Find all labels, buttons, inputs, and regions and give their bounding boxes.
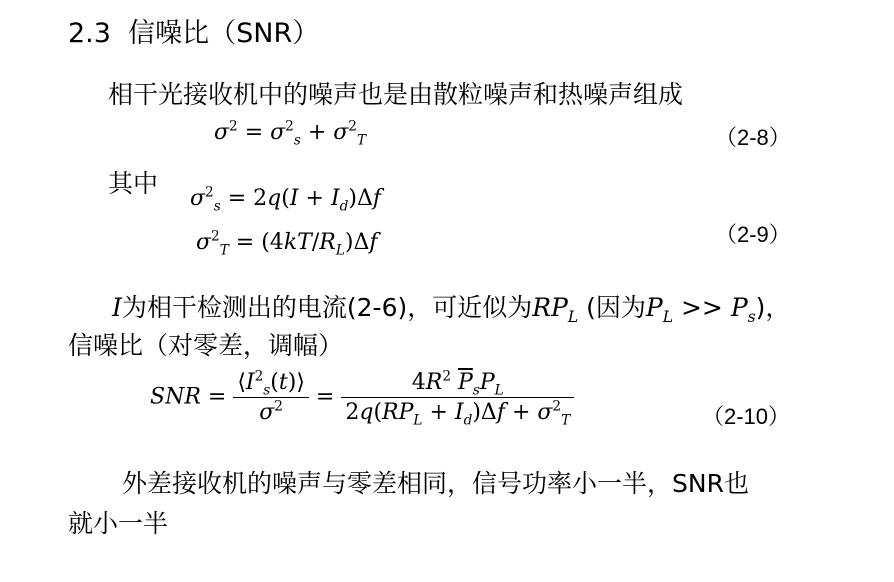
fraction-snr-expanded: $\frac{4R^2 \overline{P}_sP_L}{2q(RP_L + I_d)\Delta f + \sigma^2_T}$ xyxy=(341,370,574,425)
fraction-signal-over-noise: $\frac{⟨I^2_s(t)⟩}{\sigma^2}$ xyxy=(233,370,309,425)
symbol-I: I xyxy=(112,293,122,322)
text-because: (因为 xyxy=(578,293,646,322)
equation-2-9-number: （2-9） xyxy=(715,222,791,247)
section-title: 信噪比（SNR） xyxy=(128,18,320,49)
paragraph-snr-homodyne: 信噪比（对零差，调幅） xyxy=(68,331,344,360)
symbol-PL-gg-Ps: $P_L >> P_s$ xyxy=(645,293,756,326)
section-heading xyxy=(68,14,319,54)
paragraph-noise-components: 相干光接收机中的噪声也是由散粒噪声和热噪声组成 xyxy=(108,80,684,109)
text-close: )， xyxy=(755,293,791,322)
paragraph-heterodyne-line1: 外差接收机的噪声与零差相同，信号功率小一半，SNR也 xyxy=(122,469,749,498)
equation-2-10-number: （2-10） xyxy=(702,404,791,429)
symbol-RPL: $RP_L$ xyxy=(532,293,579,326)
equation-2-8-number: （2-8） xyxy=(715,125,791,150)
equation-2-9-thermal-noise: $\sigma^2_T = (4kT/R_L)\Delta f$ xyxy=(196,228,378,259)
paragraph-current-approx xyxy=(112,290,790,326)
equation-2-8: $\sigma^2 = \sigma^2_s + \sigma^2_T$ xyxy=(214,118,367,149)
paragraph-heterodyne-line2: 就小一半 xyxy=(68,509,169,538)
label-qizhong: 其中 xyxy=(108,169,159,198)
section-number: 2.3 xyxy=(68,18,111,49)
equation-2-10: SNR = $\frac{⟨I^2_s(t)⟩}{\sigma^2}$ = $\frac{4R^2 \overline{P}_sP_L}{2q(RP_L + I_d)\Delta f + \sigma^2_T}$ xyxy=(150,370,574,425)
equation-2-9-shot-noise: $\sigma^2_s = 2q(I + I_d)\Delta f$ xyxy=(190,184,382,215)
text-current: 为相干检测出的电流(2-6)，可近似为 xyxy=(121,293,533,322)
